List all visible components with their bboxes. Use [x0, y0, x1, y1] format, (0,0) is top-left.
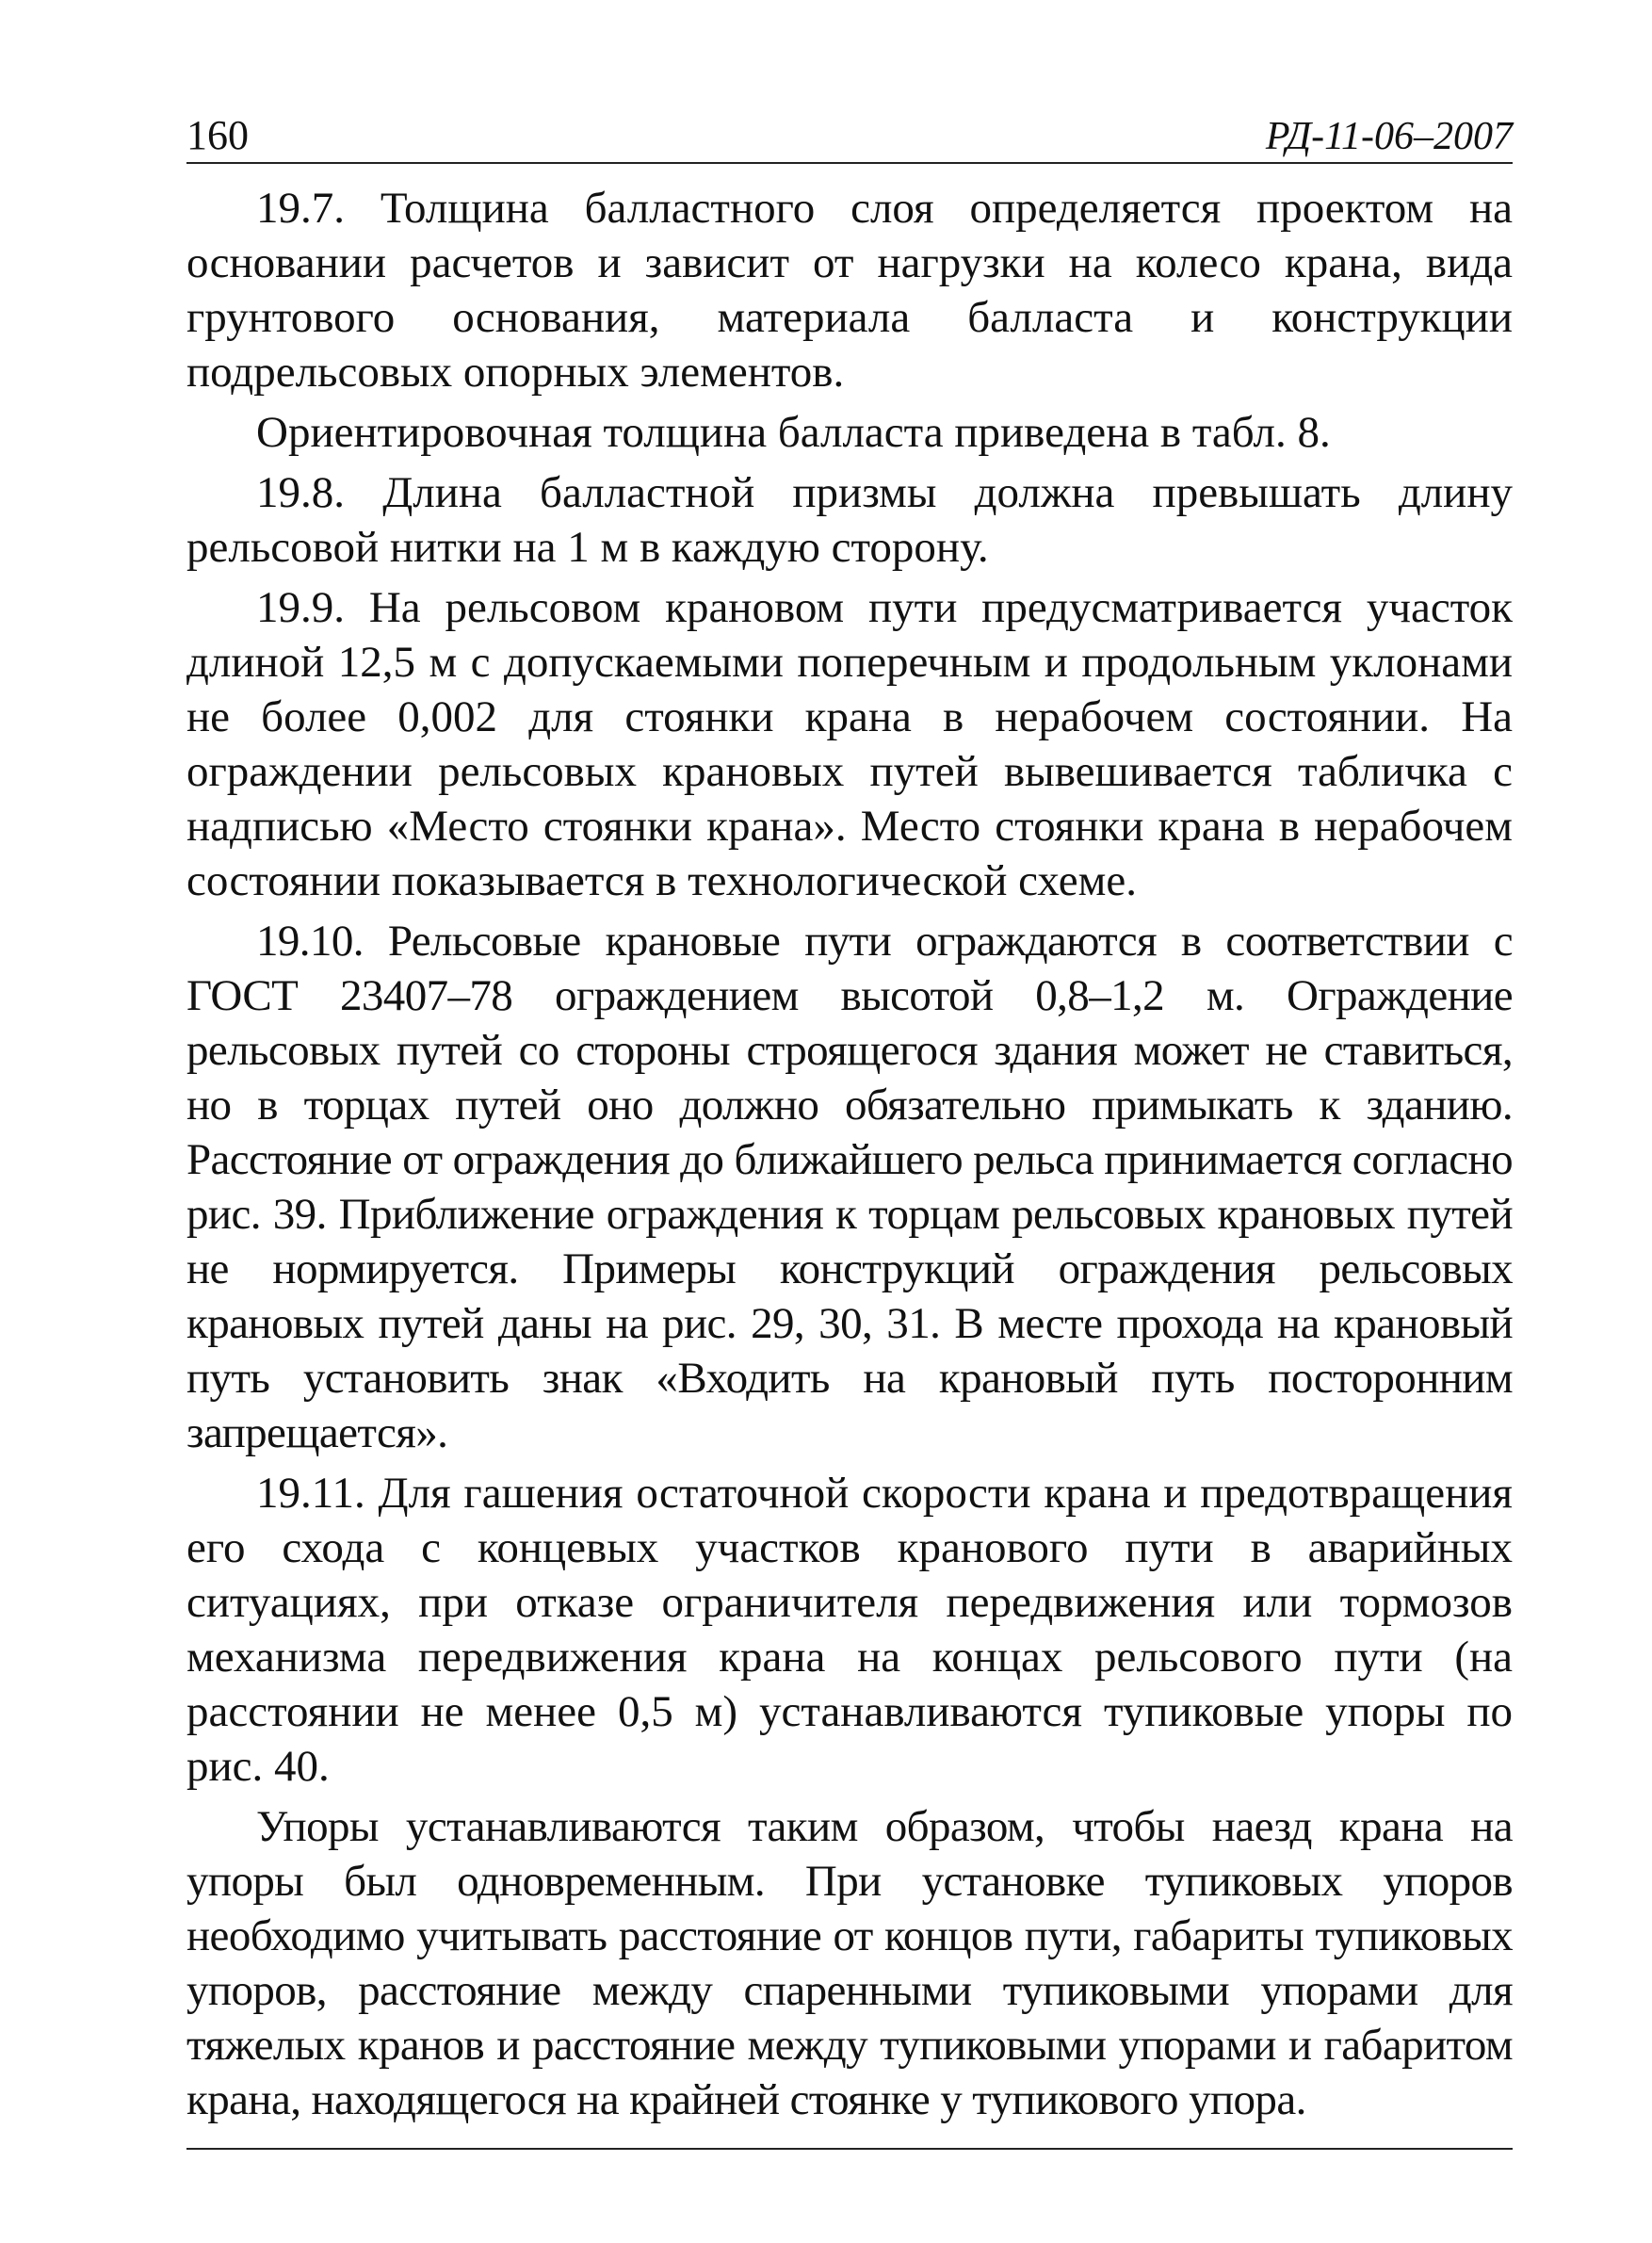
- paragraph-ballast-thickness-note: Ориентировочная толщина балласта приведена в табл. 8.: [256, 408, 1331, 457]
- document-page: [186, 104, 1513, 2150]
- paragraph-19-8: 19.8. Длина балластной призмы должна превышать длину рельсовой нитки на 1 м в каждую сторону.: [186, 468, 1513, 572]
- footer-rule: [186, 2148, 1513, 2150]
- document-code: РД-11-06–2007: [1265, 115, 1513, 158]
- paragraph-19-11: 19.11. Для гашения остаточной скорости крана и предотвращения его схода с концевых участков кранового пути в аварийных ситуациях, при отказе ограничителя передвижения или тормозов механизма передвижения крана на концах рельсового пути (на расстоянии не менее 0,5 м) устанавливаются тупиковые упоры по рис. 40.: [186, 1469, 1513, 1791]
- page-header: [186, 104, 1513, 164]
- page-number: 160: [186, 112, 249, 158]
- paragraph-stops-installation: Упоры устанавливаются таким образом, чтобы наезд крана на упоры был одновременным. При установке тупиковых упоров необходимо учитывать расстояние от концов пути, габариты тупиковых упоров, расстояние между спаренными тупиковыми упорами для тяжелых кранов и расстояние между тупиковыми упорами и габаритом крана, находящегося на крайней стоянке у тупикового упора.: [186, 1802, 1513, 2124]
- paragraph-19-9: 19.9. На рельсовом крановом пути предусматривается участок длиной 12,5 м с допускаемыми поперечным и продольным уклонами не более 0,002 для стоянки крана в нерабочем состоянии. На ограждении рельсовых крановых путей вывешивается табличка с надписью «Место стоянки крана». Место стоянки крана в нерабочем состоянии показывается в технологической схеме.: [186, 583, 1513, 905]
- paragraph-19-10: 19.10. Рельсовые крановые пути ограждаются в соответствии с ГОСТ 23407–78 ограждением высотой 0,8–1,2 м. Ограждение рельсовых путей со стороны строящегося здания может не ставиться, но в торцах путей оно должно обязательно примыкать к зданию. Расстояние от ограждения до ближайшего рельса принимается согласно рис. 39. Приближение ограждения к торцам рельсовых крановых путей не нормируется. Примеры конструкций ограждения рельсовых крановых путей даны на рис. 29, 30, 31. В месте прохода на крановый путь установить знак «Входить на крановый путь посторонним запрещается».: [186, 917, 1513, 1457]
- paragraph-19-7: 19.7. Толщина балластного слоя определяется проектом на основании расчетов и зависит от нагрузки на колесо крана, вида грунтового основания, материала балласта и конструкции подрельсовых опорных элементов.: [186, 184, 1513, 397]
- body-text: [186, 181, 1513, 2127]
